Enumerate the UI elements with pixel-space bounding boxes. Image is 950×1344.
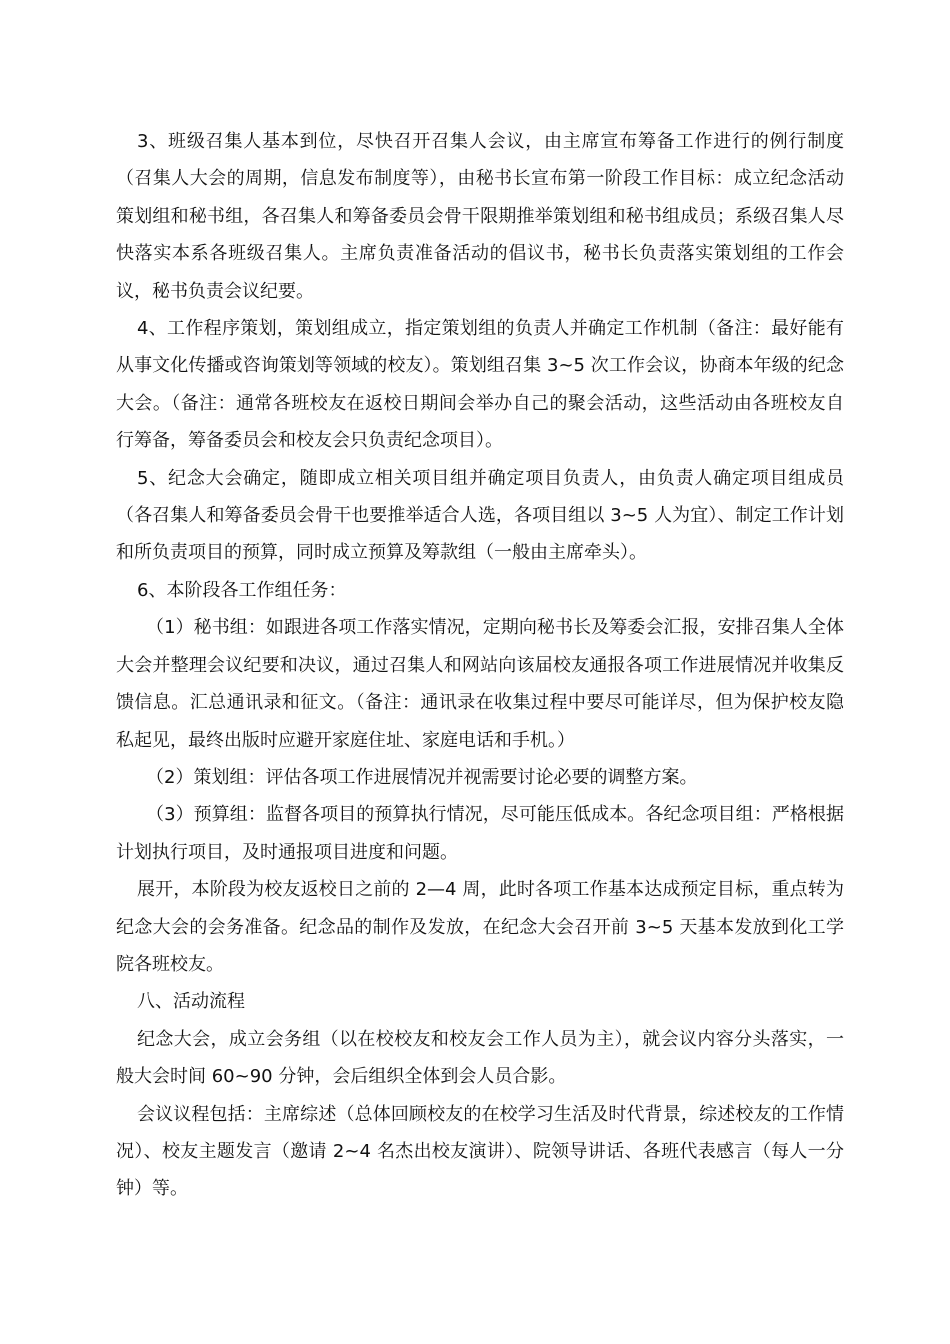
paragraph-commemoration-meeting: 纪念大会，成立会务组（以在校校友和校友会工作人员为主），就会议内容分头落实，一般大会时间 60~90 分钟，会后组织全体到会人员合影。 [116,1028,844,1088]
paragraph-planning-group: （2）策划组：评估各项工作进展情况并视需要讨论必要的调整方案。 [146,766,698,788]
document-page [116,123,844,1208]
paragraph-budget-group: （3）预算组：监督各项目的预算执行情况，尽可能压低成本。各纪念项目组：严格根据计划执行项目，及时通报项目进度和问题。 [116,804,844,863]
paragraph-item-3: 3、班级召集人基本到位，尽快召开召集人会议，由主席宣布筹备工作进行的例行制度（召集人大会的周期，信息发布制度等），由秘书长宣布第一阶段工作目标：成立纪念活动策划组和秘书组，各召集人和筹备委员会骨干限期推举策划组和秘书组成员；系级召集人尽快落实本系各班级召集人。主席负责准备活动的倡议书，秘书长负责落实策划组的工作会议，秘书负责会议纪要。 [116,131,844,302]
paragraph-item-6-heading: 6、本阶段各工作组任务： [137,579,347,601]
paragraph-secretary-group: （1）秘书组：如跟进各项工作落实情况，定期向秘书长及筹委会汇报，安排召集人全体大会并整理会议纪要和决议，通过召集人和网站向该届校友通报各项工作进展情况并收集反馈信息。汇总通讯录和征文。（备注：通讯录在收集过程中要尽可能详尽，但为保护校友隐私起见，最终出版时应避开家庭住址、家庭电话和手机。） [116,617,844,751]
paragraph-item-5: 5、纪念大会确定，随即成立相关项目组并确定项目负责人，由负责人确定项目组成员（各召集人和筹备委员会骨干也要推举适合人选，各项目组以 3~5 人为宜）、制定工作计划和所负责项目的预算，同时成立预算及筹款组（一般由主席牵头）。 [116,467,844,564]
paragraph-item-4: 4、工作程序策划，策划组成立，指定策划组的负责人并确定工作机制（备注：最好能有从事文化传播或咨询策划等领域的校友）。策划组召集 3~5 次工作会议，协商本年级的纪念大会。（备注：通常各班校友在返校日期间会举办自己的聚会活动，这些活动由各班校友自行筹备，筹备委员会和校友会只负责纪念项目）。 [116,318,844,452]
paragraph-meeting-agenda: 会议议程包括：主席综述（总体回顾校友的在校学习生活及时代背景，综述校友的工作情况）、校友主题发言（邀请 2~4 名杰出校友演讲）、院领导讲话、各班代表感言（每人一分钟）等。 [116,1103,844,1200]
section-heading-activity-flow: 八、活动流程 [137,991,245,1013]
paragraph-unfold-stage: 展开，本阶段为校友返校日之前的 2—4 周，此时各项工作基本达成预定目标，重点转为纪念大会的会务准备。纪念品的制作及发放，在纪念大会召开前 3~5 天基本发放到化工学院各班校友。 [116,879,844,975]
